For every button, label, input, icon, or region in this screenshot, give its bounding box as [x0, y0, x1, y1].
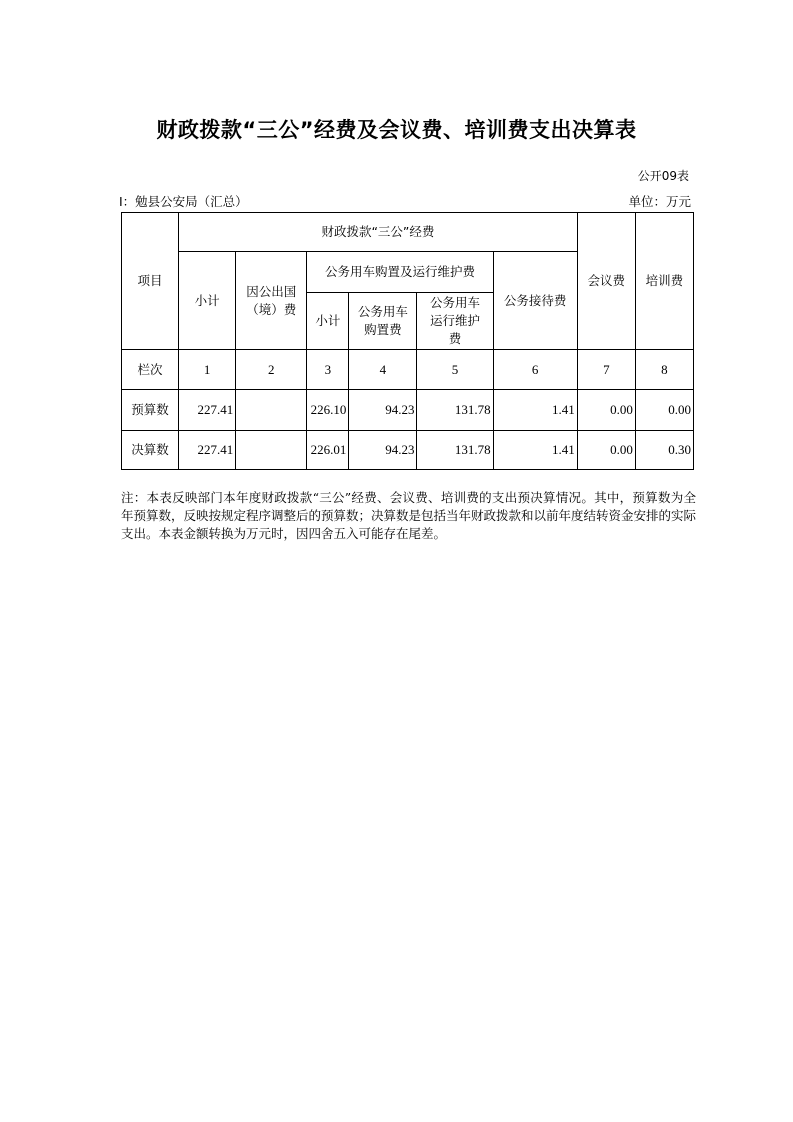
- currency-unit: 单位：万元: [628, 194, 691, 209]
- value-cell: 131.78: [417, 431, 493, 470]
- index-cell: 4: [349, 350, 417, 390]
- header-item: 项目: [122, 213, 179, 350]
- index-cell: 1: [179, 350, 236, 390]
- index-row: [122, 350, 694, 390]
- table-row-actual: [122, 431, 694, 470]
- table-row-budget: [122, 390, 694, 431]
- header-abroad: 因公出国（境）费: [236, 252, 307, 350]
- value-cell: 0.00: [577, 431, 635, 470]
- index-cell: 3: [307, 350, 349, 390]
- form-number: 公开09表: [637, 169, 689, 183]
- header-meeting: 会议费: [577, 213, 635, 350]
- value-cell: 0.30: [635, 431, 693, 470]
- header-reception: 公务接待费: [493, 252, 577, 350]
- value-cell: 226.01: [307, 431, 349, 470]
- footnote: 注：本表反映部门本年度财政拨款“三公”经费、会议费、培训费的支出预决算情况。其中，预算数为全年预算数，反映按规定程序调整后的预算数；决算数是包括当年财政拨款和以前年度结转资金安排的实际支出。本表金额转换为万元时，因四舍五入可能存在尾差。: [121, 490, 697, 541]
- index-cell: 2: [236, 350, 307, 390]
- value-cell: 0.00: [635, 390, 693, 431]
- row-label: 预算数: [122, 390, 179, 431]
- header-training: 培训费: [635, 213, 693, 350]
- value-cell: 131.78: [417, 390, 493, 431]
- index-cell: 5: [417, 350, 493, 390]
- header-vehicle-purchase: 公务用车购置费: [349, 293, 417, 350]
- unit-name: I：勉县公安局（汇总）: [119, 194, 248, 209]
- index-label: 栏次: [122, 350, 179, 390]
- row-label: 决算数: [122, 431, 179, 470]
- value-cell: [236, 431, 307, 470]
- value-cell: 1.41: [493, 431, 577, 470]
- header-vehicle-run: 公务用车运行维护费: [417, 293, 493, 350]
- expenditure-table: [121, 212, 694, 470]
- header-subtotal: 小计: [179, 252, 236, 350]
- value-cell: 226.10: [307, 390, 349, 431]
- index-cell: 7: [577, 350, 635, 390]
- page-title: 财政拨款“三公”经费及会议费、培训费支出决算表: [156, 118, 637, 142]
- value-cell: 94.23: [349, 390, 417, 431]
- index-cell: 6: [493, 350, 577, 390]
- value-cell: 227.41: [179, 390, 236, 431]
- value-cell: 1.41: [493, 390, 577, 431]
- value-cell: 227.41: [179, 431, 236, 470]
- header-vehicle-subtotal: 小计: [307, 293, 349, 350]
- header-vehicle: 公务用车购置及运行维护费: [307, 252, 493, 293]
- header-sangong: 财政拨款“三公”经费: [179, 213, 578, 252]
- value-cell: [236, 390, 307, 431]
- value-cell: 94.23: [349, 431, 417, 470]
- value-cell: 0.00: [577, 390, 635, 431]
- index-cell: 8: [635, 350, 693, 390]
